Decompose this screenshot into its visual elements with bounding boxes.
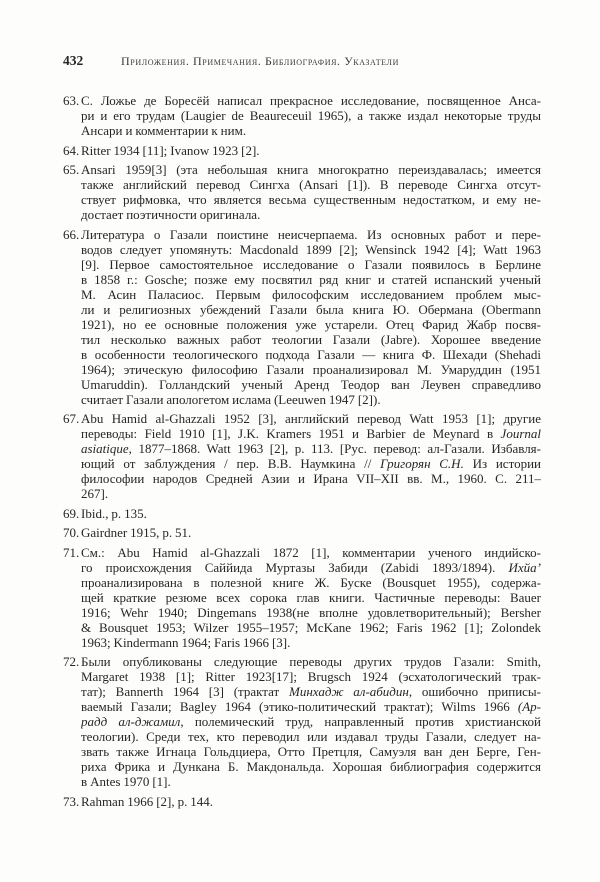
endnote-number: 71.: [63, 544, 80, 560]
text-line: [81, 471, 541, 486]
endnote: [63, 227, 541, 407]
text-line: [81, 525, 541, 540]
text-line: [81, 456, 541, 471]
text-line: [81, 287, 541, 302]
text-line: [81, 411, 541, 426]
endnote-number: 64.: [63, 142, 80, 158]
text-line: [81, 560, 541, 575]
endnote-text: [81, 143, 541, 158]
text-segment: считает Газали апологетом ислама (Leeuwen 1947 [2]).: [81, 391, 381, 407]
text-segment: достает поэтичности оригинала.: [81, 207, 261, 222]
endnote: [63, 506, 541, 521]
text-segment: щей краткие резюме всех сорока глав книги. Частичные переводы: Bauer: [81, 589, 541, 605]
text-segment: М. Асин Паласиос. Первым философским исследованием проблем мыс-: [81, 286, 541, 302]
text-segment: 267].: [81, 486, 109, 501]
endnote-number: 66.: [63, 226, 80, 242]
text-segment: Gairdner 1915, p. 51.: [81, 525, 192, 540]
endnote: [63, 545, 541, 650]
text-line: [81, 545, 541, 560]
text-segment: тил несколько важных работ теологии Газали (Jabre). Хорошее введение: [81, 331, 541, 347]
endnote: [63, 143, 541, 158]
text-line: [81, 242, 541, 257]
endnote: [63, 794, 541, 809]
text-line: [81, 759, 541, 774]
text-line: [81, 605, 541, 620]
endnote-text: [81, 93, 541, 138]
endnote: [63, 411, 541, 501]
text-line: [81, 441, 541, 456]
text-segment: См.: Abu Hamid al-Ghazzali 1872 [1], комментарии ученого индийско-: [81, 544, 541, 560]
text-segment: в Antes 1970 [1].: [81, 774, 171, 789]
text-segment: водов следует упомянуть: Macdonald 1899 [2]; Wensinck 1942 [4]; Watt 1963: [81, 241, 541, 257]
text-segment: Abu Hamid al-Ghazzali 1952 [3], английский перевод Watt 1953 [1]; другие: [81, 411, 541, 426]
endnote: [63, 525, 541, 540]
text-line: [81, 347, 541, 362]
text-segment: в 1858 г.: Gosche; позже ему посвятил ряд книг и статей испанский ученый: [81, 271, 541, 287]
endnotes-list: [63, 93, 541, 813]
text-segment: Из истории: [463, 456, 541, 471]
text-line: [81, 93, 541, 108]
text-segment: , полемический труд, направленный против христианской: [180, 714, 541, 729]
text-segment: Были опубликованы следующие переводы других трудов Газали: Smith,: [81, 654, 541, 669]
text-segment: Ibid., p. 135.: [81, 505, 147, 521]
italic-text-segment: Ихйа’: [508, 559, 541, 575]
text-segment: Ansari 1959[3] (эта небольшая книга многократно переиздавалась; имеется: [81, 162, 541, 177]
italic-text-segment: Минхадж ал-абидин: [288, 684, 409, 699]
italic-text-segment: Journal: [500, 426, 541, 441]
text-line: [81, 486, 541, 501]
text-line: [81, 590, 541, 605]
text-line: [81, 744, 541, 759]
text-segment: Ritter 1934 [11]; Ivanow 1923 [2].: [81, 142, 260, 158]
text-segment: 1921), но ее основные положения уже устарели. Отец Фарид Жабр посвя-: [81, 316, 541, 332]
text-line: [81, 699, 541, 714]
endnote-number: 72.: [63, 654, 80, 669]
endnote-number: 65.: [63, 162, 80, 177]
text-line: [81, 714, 541, 729]
endnote-number: 70.: [63, 525, 80, 540]
text-line: [81, 729, 541, 744]
text-line: [81, 362, 541, 377]
text-segment: переводы: Field 1910 [1], J.K. Kramers 1951 и Barbier de Meynard в: [81, 426, 501, 441]
text-segment: ли и религиозных убеждений Газали была книга Ю. Обермана (Obermann: [81, 301, 541, 317]
text-line: [81, 123, 541, 138]
text-segment: ющий от заблуждения / пер. В.В. Наумкина //: [81, 456, 381, 471]
text-line: [81, 392, 541, 407]
endnote-text: [81, 545, 541, 650]
text-line: [81, 317, 541, 332]
text-segment: риха Фрика и Дункана Б. Макдональда. Хорошая библиография содержится: [81, 759, 541, 774]
page-number: 432: [63, 53, 84, 68]
endnote: [63, 93, 541, 138]
running-title: Приложения. Примечания. Библиография. Указатели: [121, 54, 399, 68]
italic-text-segment: Григорян С.Н.: [380, 456, 464, 471]
endnote-text: [81, 162, 541, 222]
text-segment: тат); Bannerth 1964 [3] (трактат: [81, 684, 289, 699]
text-line: [81, 207, 541, 222]
text-segment: ри и его трудам (Laugier de Beaureceuil 1965), а также издал некоторые труды: [81, 108, 541, 123]
text-line: [81, 377, 541, 392]
text-line: [81, 143, 541, 158]
text-segment: С. Ложье де Боресёй написал прекрасное исследование, посвященное Анса-: [81, 93, 541, 108]
text-line: [81, 108, 541, 123]
endnote-number: 73.: [63, 793, 80, 809]
text-line: [81, 257, 541, 272]
text-line: [81, 302, 541, 317]
text-segment: & Bousquet 1953; Wilzer 1955–1957; McKane 1962; Faris 1962 [1]; Zolondek: [81, 619, 541, 635]
text-segment: Rahman 1966 [2], p. 144.: [81, 793, 214, 809]
text-line: [81, 227, 541, 242]
text-line: [81, 506, 541, 521]
text-segment: философии народов Средней Азии и Ирана VII–XII вв. М., 1960. С. 211–: [81, 471, 541, 486]
italic-text-segment: радд ал-джамил: [81, 714, 181, 729]
text-line: [81, 575, 541, 590]
text-segment: Литература о Газали поистине неисчерпаема. Из основных работ и пере-: [81, 226, 541, 242]
text-segment: проанализирована в полезной книге Ж. Буске (Bousquet 1955), содержа-: [81, 574, 541, 590]
text-segment: ваемый Газали; Bagley 1964 (этико-политический трактат); Wilms 1966: [81, 699, 518, 714]
endnote-text: [81, 227, 541, 407]
text-segment: го происхождения Саййида Муртазы Забиди (Zabidi 1893/1894).: [81, 559, 509, 575]
text-segment: Umaruddin). Голландский ученый Аренд Теодор ван Леувен справедливо: [81, 376, 541, 392]
text-segment: ствует рифмовка, что является весьма существенным недостатком, и ему не-: [81, 192, 541, 207]
text-segment: в особенности теологического подхода Газали — книга Ф. Шехади (Shehadi: [81, 346, 541, 362]
endnote: [63, 162, 541, 222]
text-segment: , 1877–1868. Watt 1963 [2], p. 113. [Рус. перевод: ал-Газали. Избавля-: [128, 441, 541, 456]
endnote-text: [81, 654, 541, 789]
italic-text-segment: (Ар-: [517, 699, 541, 714]
text-segment: также английский перевод Сингха (Ansari [1]). В переводе Сингха отсут-: [81, 177, 541, 192]
text-segment: [9]. Первое самостоятельное исследование о Газали появилось в Берлине: [81, 256, 541, 272]
text-segment: 1963; Kindermann 1964; Faris 1966 [3].: [81, 634, 291, 650]
running-header: [63, 53, 541, 71]
text-line: [81, 684, 541, 699]
text-line: [81, 162, 541, 177]
text-line: [81, 794, 541, 809]
endnote-text: [81, 794, 541, 809]
text-segment: Margaret 1938 [1]; Ritter 1923[17]; Brugsch 1924 (эсхатологический трак-: [81, 669, 541, 684]
endnote-text: [81, 525, 541, 540]
text-line: [81, 774, 541, 789]
text-line: [81, 192, 541, 207]
endnote-number: 69.: [63, 505, 80, 521]
endnote-text: [81, 411, 541, 501]
text-line: [81, 177, 541, 192]
text-segment: 1964); этическую философию Газали проанализировал М. Умаруддин (1951: [81, 361, 541, 377]
italic-text-segment: asiatique: [81, 441, 129, 456]
endnote-text: [81, 506, 541, 521]
text-segment: Ансари и комментарии к ним.: [81, 123, 247, 138]
endnote: [63, 654, 541, 789]
text-segment: теологии). Среди тех, кто переводил или издавал труды Газали, следует на-: [81, 729, 541, 744]
text-line: [81, 332, 541, 347]
text-segment: , ошибочно приписы-: [408, 684, 541, 699]
text-line: [81, 654, 541, 669]
text-line: [81, 635, 541, 650]
endnote-number: 67.: [63, 411, 80, 426]
text-line: [81, 620, 541, 635]
text-line: [81, 272, 541, 287]
text-line: [81, 426, 541, 441]
endnote-number: 63.: [63, 93, 80, 108]
text-segment: 1916; Wehr 1940; Dingemans 1938(не вполне удовлетворительный); Bersher: [81, 604, 541, 620]
text-segment: звать также Игнаца Гольдциера, Отто Претцля, Самуэля ван ден Берге, Ген-: [81, 744, 541, 759]
text-line: [81, 669, 541, 684]
